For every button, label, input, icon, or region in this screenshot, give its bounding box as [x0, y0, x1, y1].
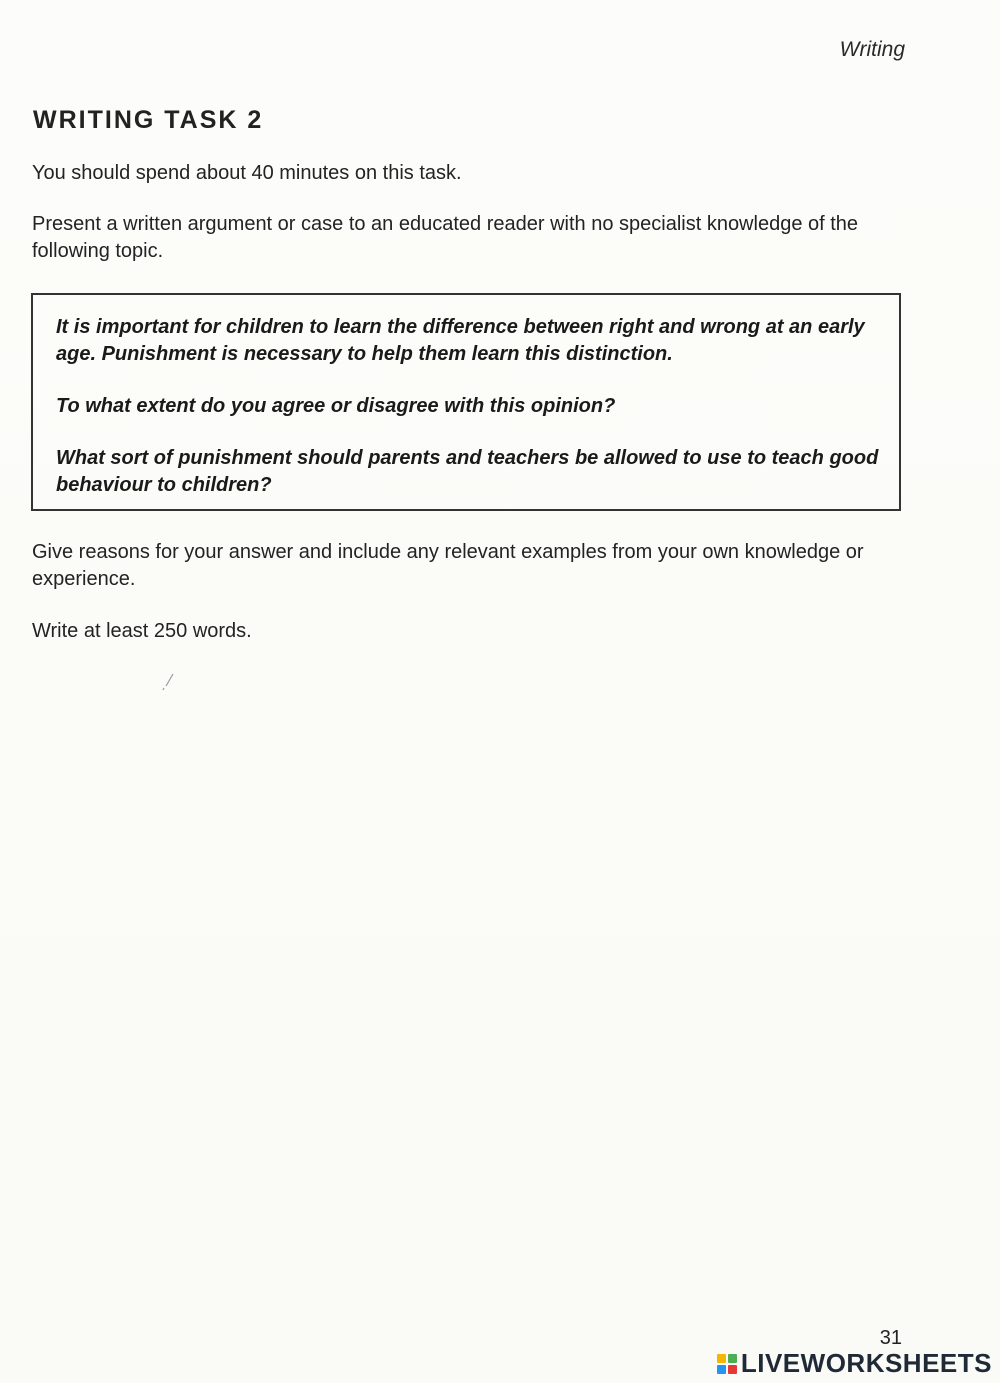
time-instruction: You should spend about 40 minutes on this task. — [32, 162, 462, 184]
logo-square-1 — [717, 1354, 726, 1363]
topic-statement: It is important for children to learn the difference between right and wrong at an early age. Punishment is necessary to help them learn this distinction. — [56, 316, 865, 365]
liveworksheets-watermark — [717, 1348, 992, 1379]
topic-question-agree: To what extent do you agree or disagree with this opinion? — [56, 395, 616, 417]
page-number: 31 — [879, 1327, 902, 1349]
logo-square-4 — [728, 1365, 737, 1374]
topic-question-punishment: What sort of punishment should parents and teachers be allowed to use to teach good behaviour to children? — [56, 447, 879, 496]
word-count-instruction: Write at least 250 words. — [32, 620, 252, 642]
pencil-mark — [160, 672, 176, 692]
task-instruction: Present a written argument or case to an educated reader with no specialist knowledge of the following topic. — [32, 213, 859, 262]
reasons-instruction: Give reasons for your answer and include any relevant examples from your own knowledge or experience. — [32, 541, 864, 590]
logo-square-2 — [728, 1354, 737, 1363]
section-label: Writing — [839, 38, 905, 61]
logo-square-3 — [717, 1365, 726, 1374]
liveworksheets-logo-icon — [717, 1354, 737, 1374]
topic-box — [31, 293, 901, 511]
task-title: WRITING TASK 2 — [33, 106, 264, 134]
watermark-text: LIVEWORKSHEETS — [740, 1348, 992, 1378]
